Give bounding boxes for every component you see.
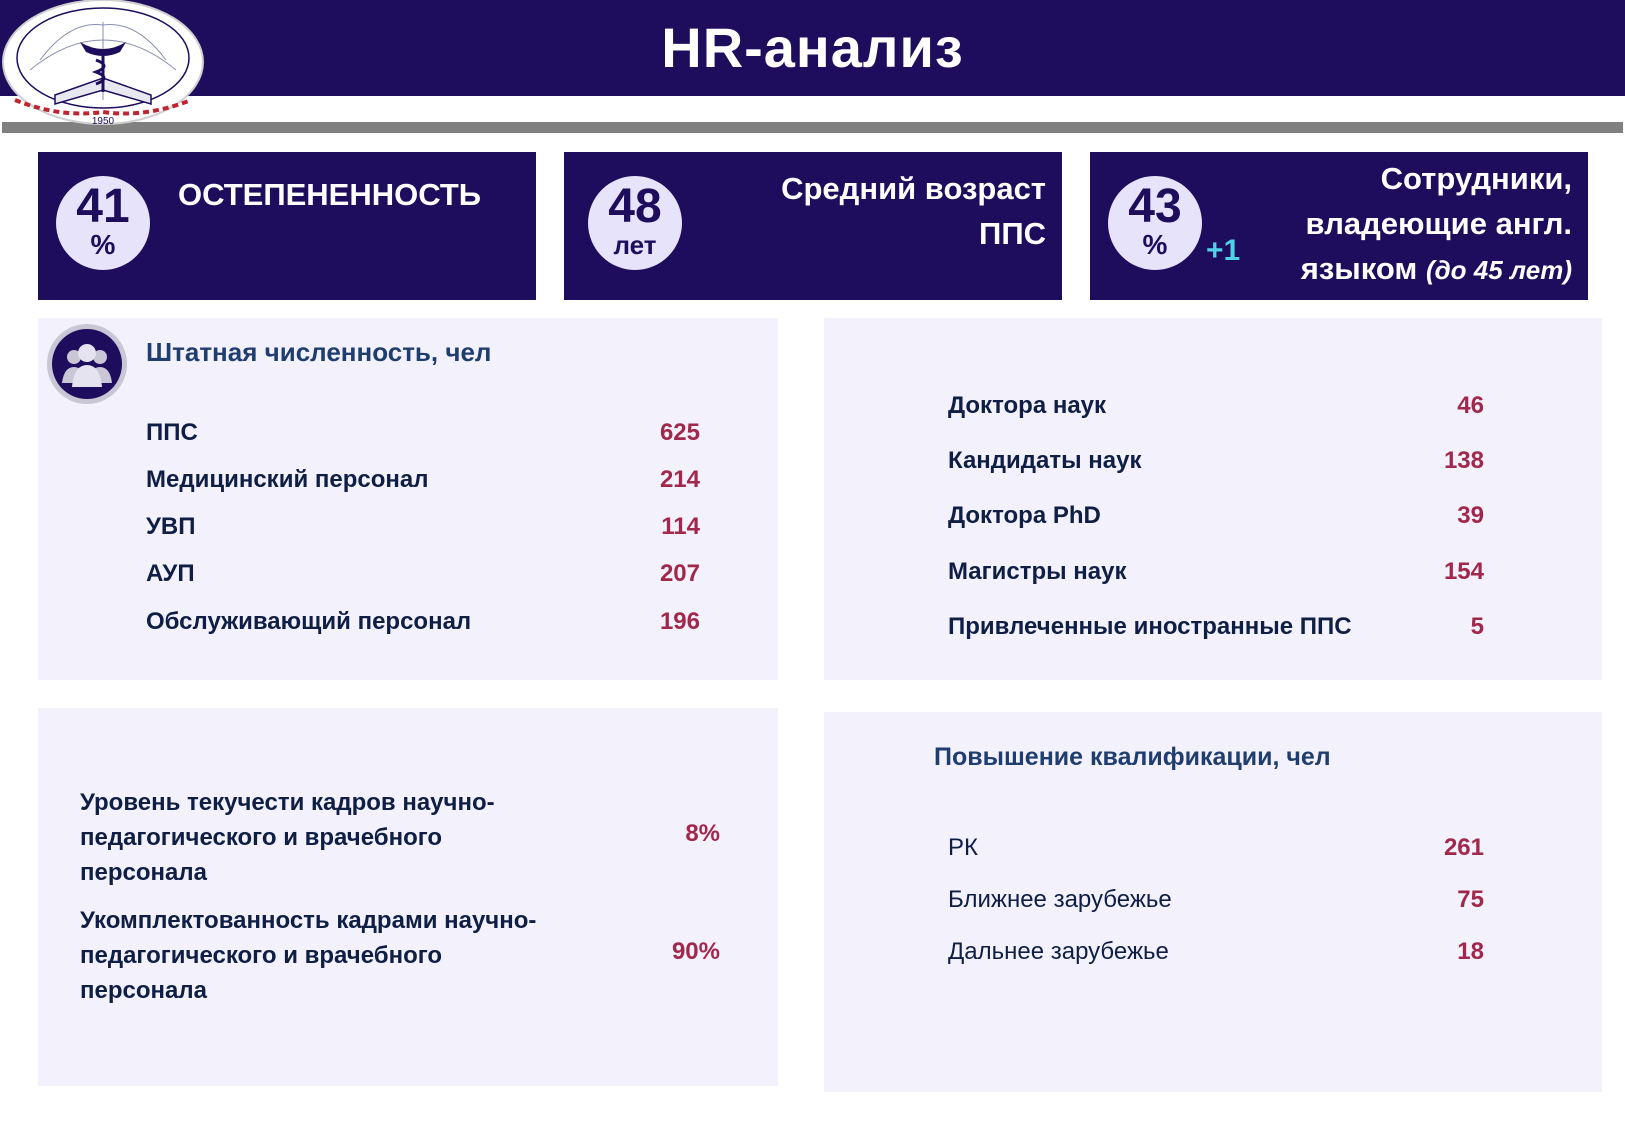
row-label: УВП — [146, 513, 196, 540]
row-value: 138 — [1443, 447, 1484, 474]
kpi-label-text: языком — [1300, 251, 1418, 286]
kpi-label — [1301, 156, 1572, 293]
turnover-panel — [38, 708, 778, 1086]
row-label-line: педагогического и врачебного — [80, 824, 443, 851]
row-label: Доктора наук — [948, 392, 1107, 419]
row-label: ППС — [146, 419, 198, 446]
kpi-card-average-age — [564, 152, 1062, 300]
row-label: Доктора PhD — [948, 502, 1101, 529]
kpi-label-line: владеющие англ. — [1305, 206, 1572, 241]
kpi-unit: % — [1142, 229, 1168, 260]
kpi-value: 43 — [1128, 180, 1182, 233]
row-value: 625 — [659, 419, 700, 446]
row-label-line: Уровень текучести кадров научно- — [80, 789, 495, 816]
header-divider — [2, 122, 1623, 133]
kpi-value: 48 — [608, 180, 662, 233]
kpi-change-badge: +1 — [1206, 234, 1241, 267]
kpi-card-english-speakers — [1090, 152, 1588, 300]
row-label: Магистры наук — [948, 558, 1127, 585]
row-label: РК — [948, 834, 978, 861]
row-value: 39 — [1457, 502, 1484, 529]
row-label-line: персонала — [80, 859, 207, 886]
kpi-circle — [588, 176, 682, 270]
row-value: 75 — [1457, 886, 1484, 913]
row-value: 154 — [1443, 558, 1484, 585]
row-value: 114 — [661, 513, 700, 540]
row-label — [80, 785, 495, 890]
kpi-label-line: Средний возраст — [781, 171, 1046, 206]
people-group-icon — [46, 323, 128, 405]
kpi-label-line — [1301, 246, 1572, 293]
staff-heading: Штатная численность, чел — [146, 337, 492, 367]
logo-year: 1950 — [91, 116, 115, 127]
row-label: Дальнее зарубежье — [948, 938, 1169, 965]
row-value: 8% — [685, 820, 720, 847]
row-value: 196 — [659, 608, 700, 635]
row-value: 5 — [1470, 613, 1484, 640]
university-logo — [0, 0, 208, 130]
row-value: 46 — [1457, 392, 1484, 419]
row-label-line: персонала — [80, 977, 207, 1004]
qualification-heading: Повышение квалификации, чел — [934, 743, 1331, 771]
row-value: 214 — [659, 466, 700, 493]
row-label: Обслуживающий персонал — [146, 608, 472, 635]
kpi-unit: лет — [613, 230, 657, 260]
row-value: 207 — [659, 560, 700, 587]
row-label-line: Укомплектованность кадрами научно- — [80, 907, 537, 934]
row-label: Медицинский персонал — [146, 466, 429, 493]
kpi-circle — [56, 176, 150, 270]
kpi-unit: % — [90, 229, 116, 260]
page-title: HR-анализ — [661, 16, 964, 79]
kpi-circle — [1108, 176, 1202, 270]
kpi-value: 41 — [76, 180, 130, 233]
kpi-label-line: Сотрудники, — [1380, 161, 1572, 196]
kpi-label — [781, 166, 1046, 256]
row-label — [80, 903, 536, 1008]
kpi-label: ОСТЕПЕНЕННОСТЬ — [178, 177, 482, 212]
row-value: 90% — [671, 938, 720, 965]
row-value: 18 — [1457, 938, 1484, 965]
row-label-line: педагогического и врачебного — [80, 942, 443, 969]
row-label: АУП — [146, 560, 195, 587]
row-label: Ближнее зарубежье — [948, 886, 1172, 913]
kpi-card-degree-rate — [38, 152, 536, 300]
kpi-note: (до 45 лет) — [1425, 255, 1572, 285]
row-label: Кандидаты наук — [948, 447, 1142, 474]
row-value: 261 — [1443, 834, 1484, 861]
row-label: Привлеченные иностранные ППС — [948, 613, 1352, 640]
kpi-label-line: ППС — [979, 216, 1046, 251]
